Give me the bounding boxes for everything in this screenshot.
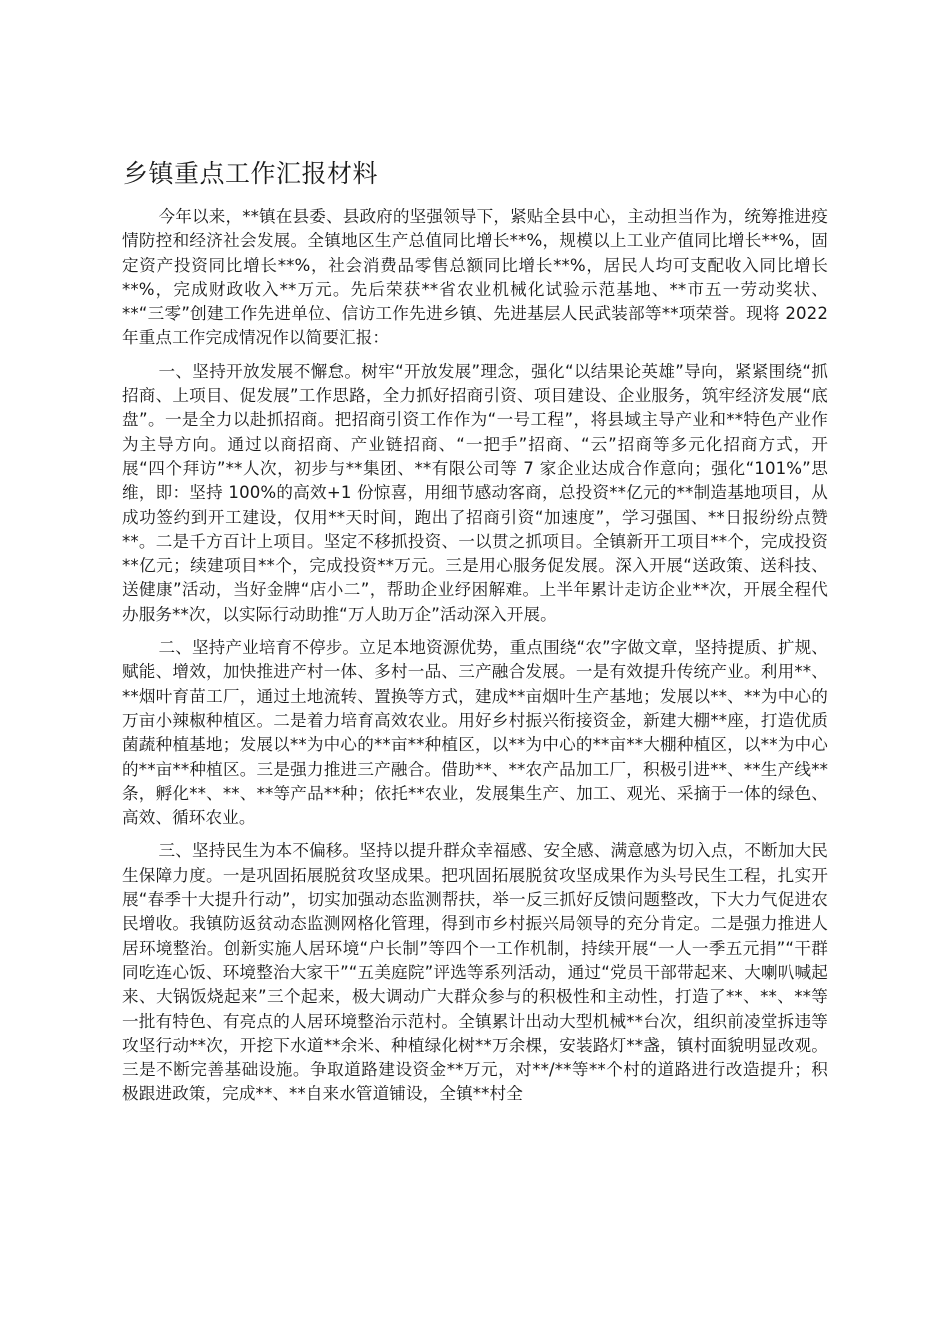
document-body [122,205,828,1116]
paragraph-industry-cultivation: 二、坚持产业培育不停步。立足本地资源优势，重点围绕“农”字做文章，坚持提质、扩规、赋能、增效，加快推进产村一体、多村一品、三产融合发展。一是有效提升传统产业。利用**、**烟叶育苗工厂，通过土地流转、置换等方式，建成**亩烟叶生产基地；发展以**、**为中心的万亩小辣椒种植区。二是着力培育高效农业。用好乡村振兴衔接资金，新建大棚**座，打造优质菌蔬种植基地；发展以**为中心的**亩**种植区，以**为中心的**亩**大棚种植区，以**为中心的**亩**种植区。三是强力推进三产融合。借助**、**农产品加工厂，积极引进**、**生产线**条，孵化**、**、**等产品**种；依托**农业，发展集生产、加工、观光、采摘于一体的绿色、高效、循环农业。 [122,638,828,828]
paragraph-open-development: 一、坚持开放发展不懈怠。树牢“开放发展”理念，强化“以结果论英雄”导向，紧紧围绕“抓招商、上项目、促发展”工作思路，全力抓好招商引资、项目建设、企业服务，筑牢经济发展“底盘”。一是全力以赴抓招商。把招商引资工作作为“一号工程”，将县域主导产业和**特色产业作为主导方向。通过以商招商、产业链招商、“一把手”招商、“云”招商等多元化招商方式，开展“四个拜访”**人次，初步与**集团、**有限公司等 7 家企业达成合作意向；强化“101%”思维，即：坚持 100%的高效+1 份惊喜，用细节感动客商，总投资**亿元的**制造基地项目，从成功签约到开工建设，仅用**天时间，跑出了招商引资“加速度”，学习强国、**日报纷纷点赞**。二是千方百计上项目。坚定不移抓投资、一以贯之抓项目。全镇新开工项目**个，完成投资**亿元；续建项目**个，完成投资**万元。三是用心服务促发展。深入开展“送政策、送科技、送健康”活动，当好金牌“店小二”，帮助企业纾困解难。上半年累计走访企业**次，开展全程代办服务**次，以实际行动助推“万人助万企”活动深入开展。 [122,361,828,624]
paragraph-intro: 今年以来，**镇在县委、县政府的坚强领导下，紧贴全县中心，主动担当作为，统筹推进疫情防控和经济社会发展。全镇地区生产总值同比增长**%，规模以上工业产值同比增长**%，固定资产投资同比增长**%，社会消费品零售总额同比增长**%，居民人均可支配收入同比增长**%，完成财政收入**万元。先后荣获**省农业机械化试验示范基地、**市五一劳动奖状、**“三零”创建工作先进单位、信访工作先进乡镇、先进基层人民武装部等**项荣誉。现将 2022 年重点工作完成情况作以简要汇报： [122,207,828,348]
document-title: 乡镇重点工作汇报材料 [123,159,379,188]
paragraph-livelihood: 三、坚持民生为本不偏移。坚持以提升群众幸福感、安全感、满意感为切入点，不断加大民生保障力度。一是巩固拓展脱贫攻坚成果。把巩固拓展脱贫攻坚成果作为头号民生工程，扎实开展“春季十大提升行动”，切实加强动态监测帮扶，举一反三抓好反馈问题整改，下大力气促进农民增收。我镇防返贫动态监测网格化管理，得到市乡村振兴局领导的充分肯定。二是强力推进人居环境整治。创新实施人居环境“户长制”等四个一工作机制，持续开展“一人一季五元捐”“干群同吃连心饭、环境整治大家干”“五美庭院”评选等系列活动，通过“党员干部带起来、大喇叭喊起来、大锅饭烧起来”三个起来，极大调动广大群众参与的积极性和主动性，打造了**、**、**等一批有特色、有亮点的人居环境整治示范村。全镇累计出动大型机械**台次，组织前凌堂拆违等攻坚行动**次，开挖下水道**余米、种植绿化树**万余棵，安装路灯**盏，镇村面貌明显改观。三是不断完善基础设施。争取道路建设资金**万元，对**/**等**个村的道路进行改造提升；积极跟进政策，完成**、**自来水管道铺设，全镇**村全 [122,841,828,1104]
